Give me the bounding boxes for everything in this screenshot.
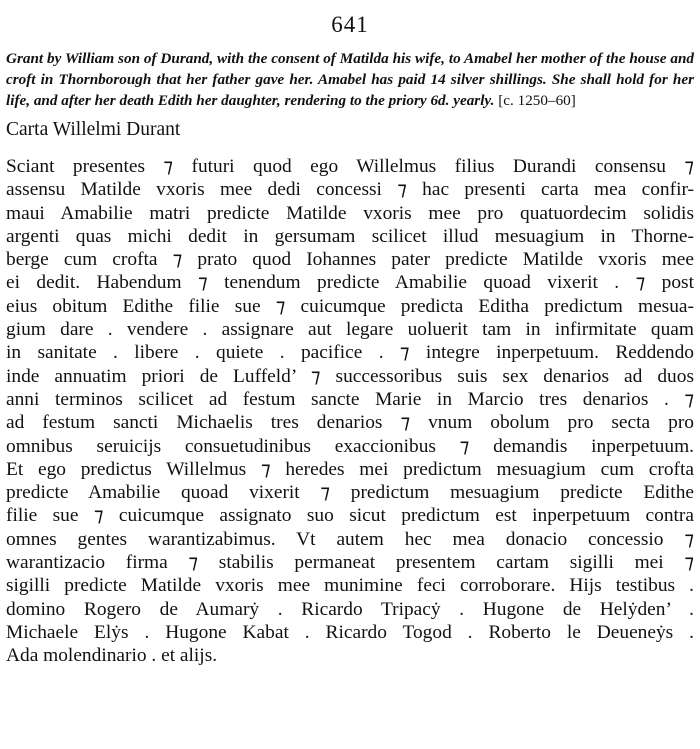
charter-line: in sanitate . libere . quiete . pacifice . ⁊ integre inperpetuum. Reddendo: [6, 342, 694, 364]
charter-line: berge cum crofta ⁊ prato quod Iohannes pater predicte Matilde vxoris mee: [6, 249, 694, 271]
charter-line: maui Amabilie matri predicte Matilde vxoris mee pro quatuordecim solidis: [6, 202, 694, 224]
charter-line: ei dedit. Habendum ⁊ tenendum predicte Amabilie quoad vixerit . ⁊ post: [6, 272, 694, 294]
charter-line: Ada molendinario . et alijs.: [6, 645, 218, 667]
charter-line: argenti quas michi dedit in gersumam scilicet illud mesuagium in Thorne-: [6, 225, 694, 247]
charter-line: omnes gentes warantizabimus. Vt autem hec mea donacio concessio ⁊: [6, 528, 694, 550]
summary-date: [c. 1250–60]: [498, 92, 576, 109]
charter-line: domino Rogero de Aumarẏ . Ricardo Tripacẏ . Hugone de Helẏden’ .: [6, 598, 694, 620]
charter-line: omnibus seruicijs consuetudinibus exaccionibus ⁊ demandis inperpetuum.: [6, 435, 694, 457]
charter-title: Carta Willelmi Durant: [6, 119, 181, 140]
charter-summary: [6, 48, 694, 111]
charter-line: warantizacio firma ⁊ stabilis permaneat presentem cartam sigilli mei ⁊: [6, 552, 694, 574]
charter-line: assensu Matilde vxoris mee dedi concessi ⁊ hac presenti carta mea confir-: [6, 179, 694, 201]
document-page: [6, 12, 694, 668]
charter-line: ad festum sancti Michaelis tres denarios ⁊ vnum obolum pro secta pro: [6, 412, 694, 434]
charter-text: [6, 155, 694, 668]
charter-line: anni terminos scilicet ad festum sancte Marie in Marcio tres denarios . ⁊: [6, 388, 694, 410]
charter-line: predicte Amabilie quoad vixerit ⁊ predictum mesuagium predicte Edithe: [6, 482, 694, 504]
page-number: 641: [331, 12, 369, 37]
charter-line: eius obitum Edithe filie sue ⁊ cuicumque predicta Editha predictum mesua-: [6, 295, 694, 317]
charter-line: Sciant presentes ⁊ futuri quod ego Willelmus filius Durandi consensu ⁊: [6, 156, 694, 177]
charter-line: Et ego predictus Willelmus ⁊ heredes mei predictum mesuagium cum crofta: [6, 458, 694, 480]
charter-line: Michaele Elẏs . Hugone Kabat . Ricardo Togod . Roberto le Deueneẏs .: [6, 621, 694, 643]
summary-text: Grant by William son of Durand, with the consent of Matilda his wife, to Amabel her mother of the house and croft in Thornborough that her father gave her. Amabel has paid 14 silver shillings. She shall hold for her life, and after her death Edith her daughter, rendering to the priory 6d. yearly.: [6, 50, 694, 109]
charter-line: filie sue ⁊ cuicumque assignato suo sicut predictum est inperpetuum contra: [6, 505, 694, 527]
charter-line: gium dare . vendere . assignare aut legare uoluerit tam in infirmitate quam: [6, 319, 694, 341]
charter-line: sigilli predicte Matilde vxoris mee munimine feci corroborare. Hijs testibus .: [6, 575, 694, 597]
charter-line: inde annuatim priori de Luffeld’ ⁊ successoribus suis sex denarios ad duos: [6, 365, 694, 387]
